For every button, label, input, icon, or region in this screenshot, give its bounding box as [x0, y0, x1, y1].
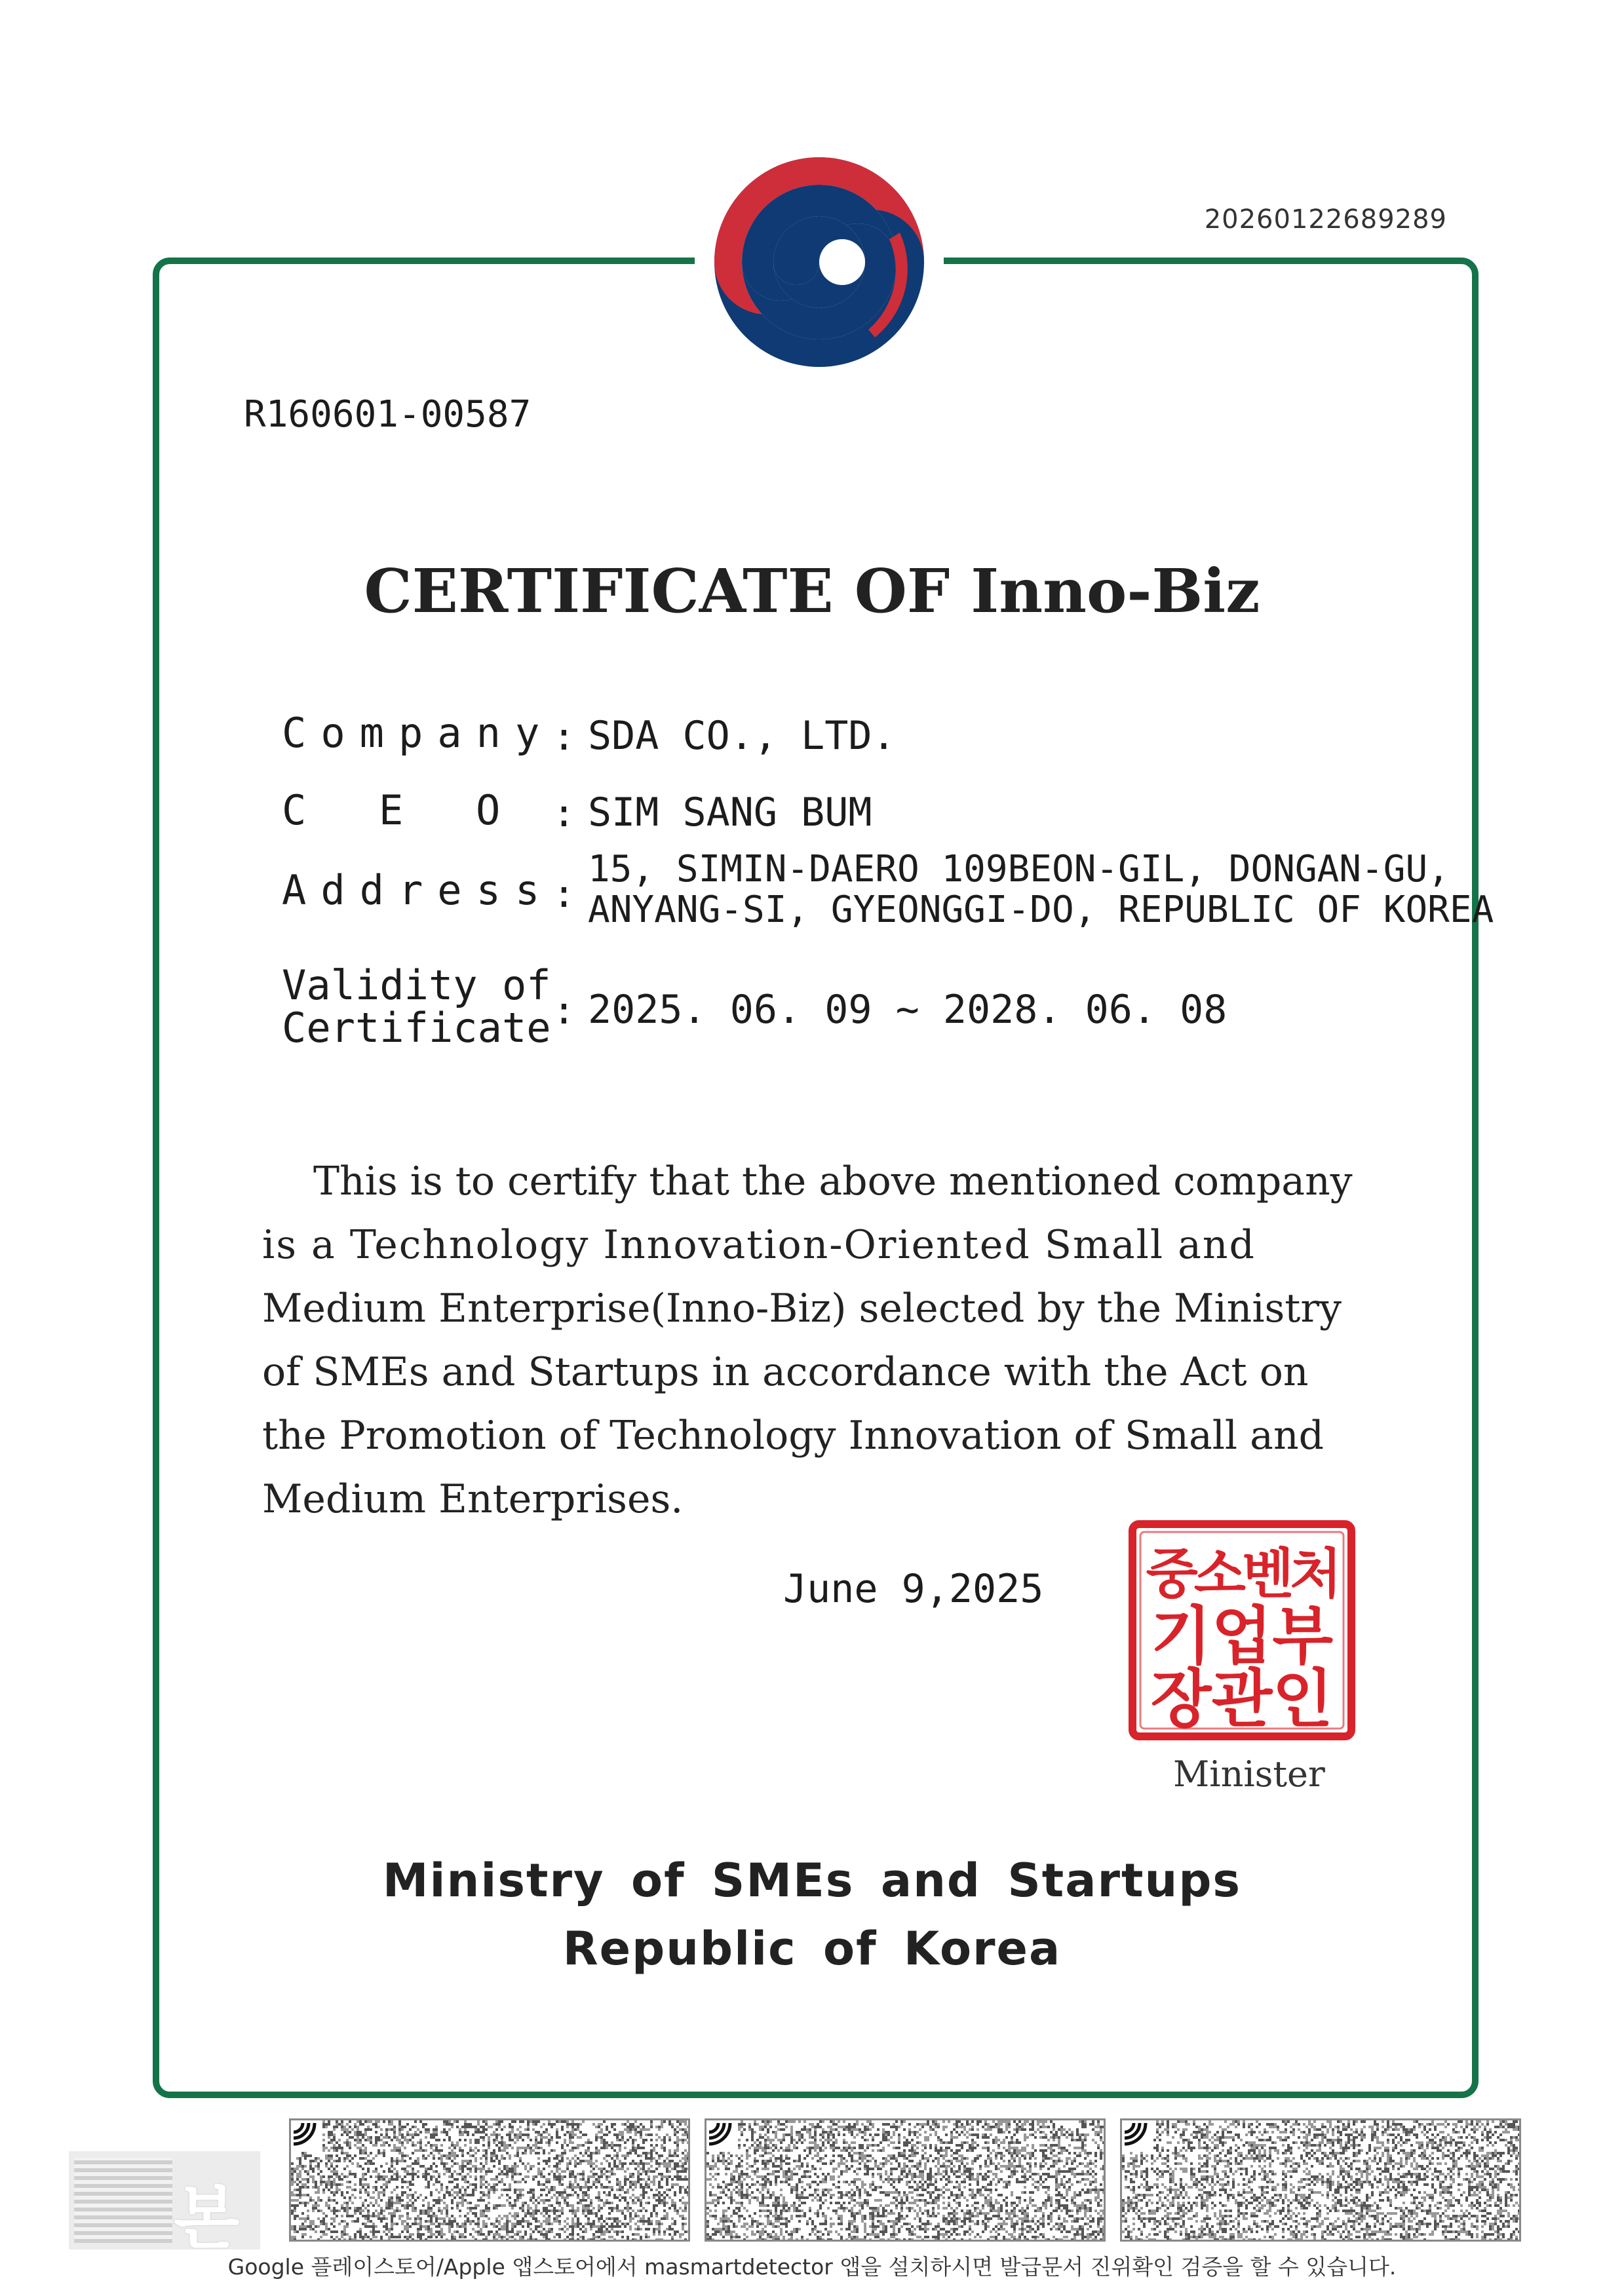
issue-date: June 9,2025 [783, 1566, 1044, 1612]
verification-barcode-1 [289, 2118, 690, 2242]
statement-line: of SMEs and Startups in accordance with the Act on [262, 1349, 1309, 1395]
ceo-value: SIM SANG BUM [588, 790, 872, 835]
verification-note: Google 플레이스토어/Apple 앱스토어에서 masmartdetector 앱을 설치하시면 발급문서 진위확인 검증을 할 수 있습니다. [227, 2254, 1397, 2280]
svg-text:장관인: 장관인 [1150, 1662, 1334, 1736]
issuing-ministry [0, 1846, 1624, 1983]
validity-colon: : [552, 988, 575, 1033]
stamp-pattern [74, 2158, 172, 2243]
company-colon: : [552, 714, 575, 759]
statement-line: is a Technology Innovation-Oriented Small and [262, 1222, 1256, 1268]
issue-number: 20260122689289 [1204, 204, 1447, 235]
address-colon: : [552, 871, 575, 916]
statement-line: Medium Enterprise(Inno-Biz) selected by the Ministry [262, 1286, 1342, 1331]
validity-value: 2025. 06. 09 ~ 2028. 06. 08 [588, 987, 1228, 1033]
certificate-number: R160601-00587 [244, 393, 532, 436]
ceo-label: C E O [282, 786, 509, 834]
ministry-country: Republic of Korea [562, 1922, 1062, 1976]
verification-barcode-2 [705, 2118, 1106, 2242]
address-line-1: 15, SIMIN-DAERO 109BEON-GIL, DONGAN-GU, [588, 848, 1450, 890]
verification-barcode-3 [1120, 2118, 1521, 2242]
original-copy-stamp [69, 2151, 260, 2258]
government-emblem-icon [711, 154, 927, 370]
official-seal [1127, 1519, 1357, 1742]
validity-label-line-2: Certificate [282, 1004, 551, 1052]
company-label: Company [282, 709, 554, 757]
ceo-colon: : [552, 791, 575, 835]
certification-statement [262, 1150, 1376, 1531]
validity-label-line-1: Validity of [282, 961, 551, 1009]
statement-line: the Promotion of Technology Innovation of Small and [262, 1413, 1324, 1459]
statement-line: Medium Enterprises. [262, 1476, 684, 1522]
company-value: SDA CO., LTD. [588, 713, 896, 759]
statement-line: This is to certify that the above mentioned company [313, 1158, 1353, 1204]
svg-text:중소벤처: 중소벤처 [1146, 1543, 1338, 1605]
stamp-character: 본 [174, 2178, 240, 2258]
address-label: Address [282, 866, 554, 914]
address-line-2: ANYANG-SI, GYEONGGI-DO, REPUBLIC OF KOREA [588, 889, 1494, 931]
svg-text:기업부: 기업부 [1150, 1599, 1334, 1673]
ministry-name: Ministry of SMEs and Startups [382, 1854, 1242, 1907]
certificate-title: CERTIFICATE OF Inno-Biz [364, 556, 1260, 626]
signatory-title: Minister [1173, 1753, 1325, 1795]
